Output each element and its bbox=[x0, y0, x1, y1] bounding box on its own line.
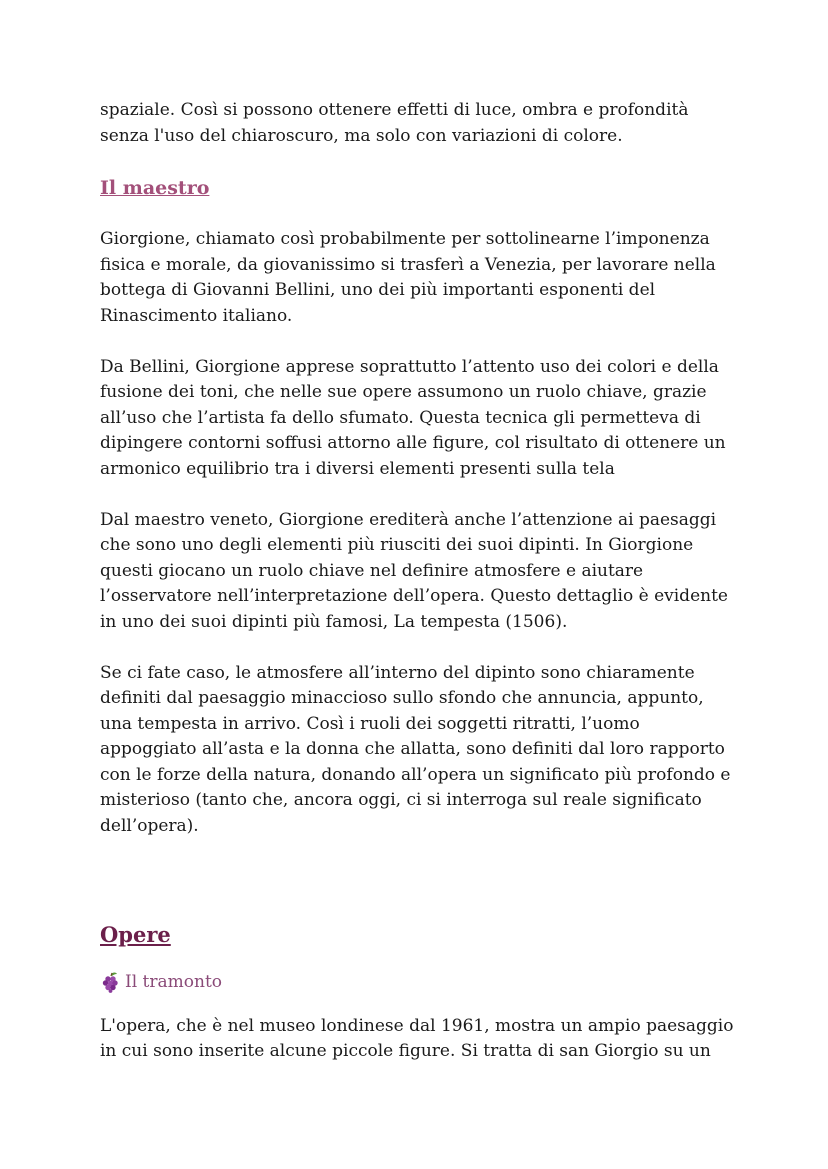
maestro-paragraph-3 bbox=[100, 508, 740, 636]
text-line: in uno dei suoi dipinti più famosi, La tempesta (1506). bbox=[100, 611, 568, 632]
opere-paragraph bbox=[100, 1014, 740, 1065]
spacer bbox=[100, 865, 740, 920]
text-line: spaziale. Così si possono ottenere effetti di luce, ombra e profondità bbox=[100, 100, 689, 120]
intro-paragraph bbox=[100, 98, 740, 149]
text-line: che sono uno degli elementi più riusciti dei suoi dipinti. In Giorgione bbox=[100, 535, 694, 556]
text-line: fusione dei toni, che nelle sue opere assumono un ruolo chiave, grazie bbox=[100, 382, 707, 403]
text-line: dell’opera). bbox=[100, 816, 199, 837]
subheading-il-tramonto bbox=[100, 968, 740, 996]
text-line: appoggiato all’asta e la donna che allatta, sono definiti dal loro rapporto bbox=[100, 739, 725, 760]
section-heading-maestro: Il maestro bbox=[100, 177, 210, 200]
text-line: Giorgione, chiamato così probabilmente per sottolinearne l’imponenza bbox=[100, 229, 710, 250]
text-line: con le forze della natura, donando all’opera un significato più profondo e bbox=[100, 764, 731, 785]
text-line: misterioso (tanto che, ancora oggi, ci si interroga sul reale significato bbox=[100, 790, 702, 811]
text-line: Dal maestro veneto, Giorgione erediterà anche l’attenzione ai paesaggi bbox=[100, 509, 717, 530]
text-line: all’uso che l’artista fa dello sfumato. Questa tecnica gli permetteva di bbox=[100, 407, 701, 428]
text-line: Da Bellini, Giorgione apprese soprattutto l’attento uso dei colori e della bbox=[100, 356, 719, 377]
text-line: in cui sono inserite alcune piccole figure. Si tratta di san Giorgio su un bbox=[100, 1041, 711, 1062]
text-line: fisica e morale, da giovanissimo si trasferì a Venezia, per lavorare nella bbox=[100, 254, 716, 275]
text-line: questi giocano un ruolo chiave nel definire atmosfere e aiutare bbox=[100, 560, 644, 581]
section-heading-opere: Opere bbox=[100, 921, 171, 947]
maestro-paragraph-2 bbox=[100, 355, 740, 483]
text-line: senza l'uso del chiaroscuro, ma solo con variazioni di colore. bbox=[100, 125, 623, 146]
text-line: definiti dal paesaggio minaccioso sullo sfondo che annuncia, appunto, bbox=[100, 688, 704, 709]
text-line: L'opera, che è nel museo londinese dal 1961, mostra un ampio paesaggio bbox=[100, 1015, 734, 1036]
maestro-paragraph-1 bbox=[100, 227, 740, 329]
text-line: Se ci fate caso, le atmosfere all’interno del dipinto sono chiaramente bbox=[100, 662, 695, 683]
text-line: dipingere contorni soffusi attorno alle figure, col risultato di ottenere un bbox=[100, 433, 726, 454]
maestro-paragraph-4 bbox=[100, 661, 740, 840]
grapes-icon bbox=[100, 971, 122, 993]
text-line: una tempesta in arrivo. Così i ruoli dei soggetti ritratti, l’uomo bbox=[100, 713, 640, 734]
subheading-text: Il tramonto bbox=[125, 971, 223, 992]
text-line: Rinascimento italiano. bbox=[100, 305, 293, 326]
text-line: armonico equilibrio tra i diversi elementi presenti sulla tela bbox=[100, 458, 615, 479]
text-line: bottega di Giovanni Bellini, uno dei più importanti esponenti del bbox=[100, 280, 656, 301]
document-page bbox=[100, 98, 740, 1090]
text-line: l’osservatore nell’interpretazione dell’opera. Questo dettaglio è evidente bbox=[100, 586, 728, 607]
